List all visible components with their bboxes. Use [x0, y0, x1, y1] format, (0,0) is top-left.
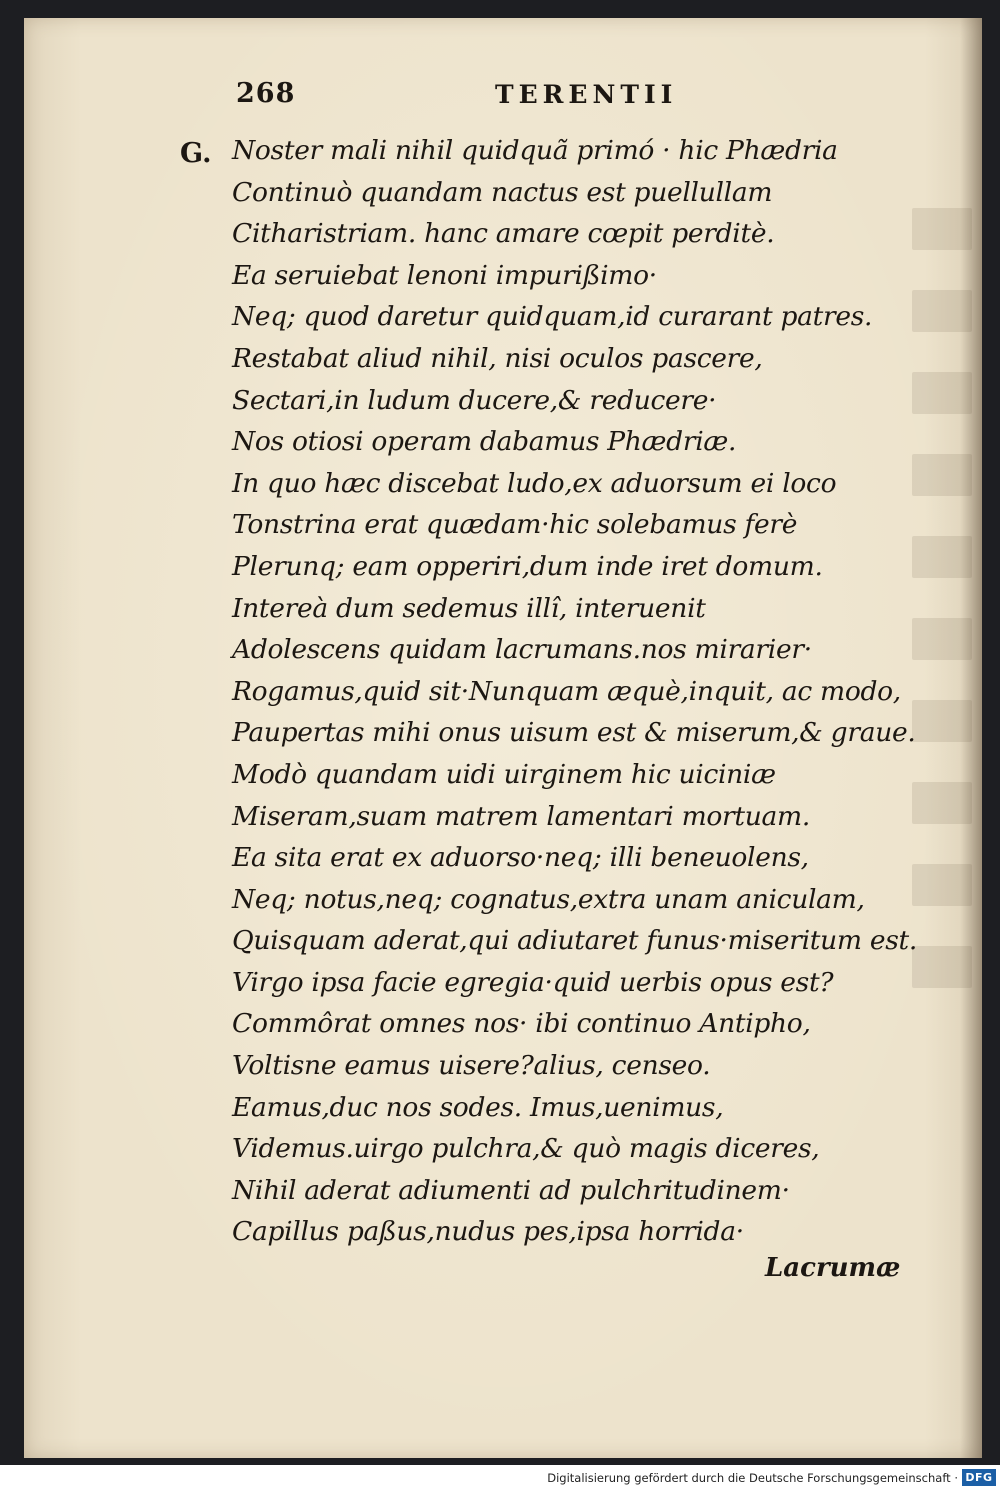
page-number: 268 — [236, 78, 296, 109]
verse-line: Miseram,suam matrem lamentari mortuam. — [232, 800, 810, 832]
verse-line: Tonstrina erat quædam·hic solebamus ferè — [232, 509, 798, 541]
running-head — [0, 78, 1000, 118]
verse-line: Nos otiosi operam dabamus Phædriæ. — [232, 426, 737, 458]
verse-text — [232, 130, 932, 1253]
verse-line: Eamus,duc nos sodes. Imus,uenimus, — [232, 1091, 724, 1123]
running-title: TERENTII — [495, 80, 678, 109]
verse-line: Ea sita erat ex aduorso·neq; illi beneuolens, — [232, 842, 809, 874]
verse-line: Neq; notus,neq; cognatus,extra unam aniculam, — [232, 883, 865, 915]
verse-line: Videmus.uirgo pulchra,& quò magis diceres, — [232, 1133, 820, 1165]
verse-line: Adolescens quidam lacrumans.nos mirarier· — [232, 634, 812, 666]
verse-line: Commôrat omnes nos· ibi continuo Antipho, — [232, 1008, 811, 1040]
verse-line: Citharistriam. hanc amare cœpit perditè. — [232, 218, 775, 250]
funding-note: Digitalisierung gefördert durch die Deutsche Forschungsgemeinschaft · — [547, 1471, 958, 1485]
verse-line: Restabat aliud nihil, nisi oculos pascere, — [232, 342, 763, 374]
verse-line: Intereà dum sedemus illî, interuenit — [232, 592, 706, 624]
verse-line: Plerunq; eam opperiri,dum inde iret domum. — [232, 550, 823, 582]
verse-line: Voltisne eamus uisere?alius, censeo. — [232, 1050, 711, 1082]
verse-line: Nihil aderat adiumenti ad pulchritudinem· — [232, 1174, 790, 1206]
verse-line: Quisquam aderat,qui adiutaret funus·miseritum est. — [232, 925, 918, 957]
verse-line: Noster mali nihil quidquã primó · hic Phædria — [232, 135, 838, 166]
verse-line: Virgo ipsa facie egregia·quid uerbis opus est? — [232, 966, 834, 998]
verse-line: Capillus paßus,nudus pes,ipsa horrida· — [232, 1216, 744, 1248]
catchword: Lacrumæ — [765, 1253, 901, 1283]
verse-line: Neq; quod daretur quidquam,id curarant patres. — [232, 301, 873, 333]
verse-line: Rogamus,quid sit·Nunquam æquè,inquit, ac modo, — [232, 675, 901, 707]
verse-line: Ea seruiebat lenoni impurißimo· — [232, 259, 657, 291]
verse-line: Paupertas mihi onus uisum est & miserum,& graue. — [232, 717, 916, 749]
footer-bar — [0, 1465, 1000, 1492]
verse-line: Continuò quandam nactus est puellullam — [232, 176, 773, 208]
verse-line: In quo hæc discebat ludo,ex aduorsum ei loco — [232, 467, 837, 499]
dfg-logo: DFG — [962, 1469, 996, 1486]
speaker-mark: G. — [180, 138, 212, 169]
verse-line: Modò quandam uidi uirginem hic uiciniæ — [232, 758, 776, 790]
verse-line: Sectari,in ludum ducere,& reducere· — [232, 384, 717, 416]
